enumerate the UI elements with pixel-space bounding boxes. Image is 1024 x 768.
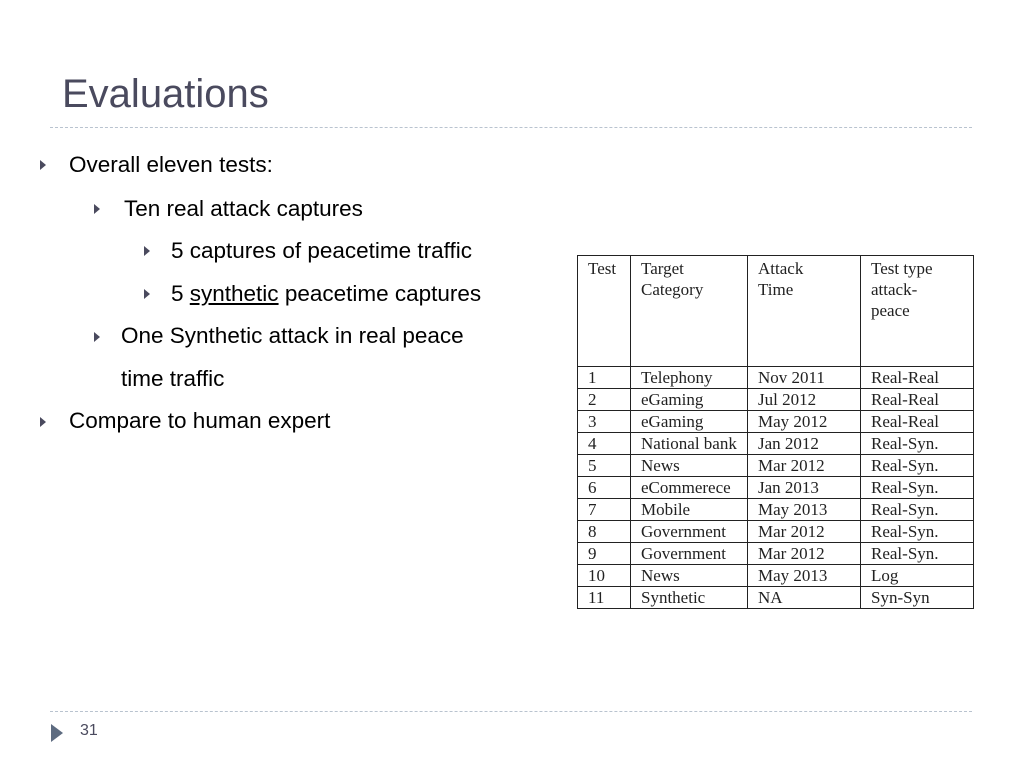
footer-arrow-icon <box>51 724 63 742</box>
tests-table <box>577 255 974 609</box>
bullet-item: Overall eleven tests: <box>69 152 273 177</box>
table-row <box>578 565 974 587</box>
table-cell: Real-Syn. <box>861 455 974 477</box>
bullet-arrow-icon <box>40 160 46 170</box>
table-cell: Mar 2012 <box>748 521 861 543</box>
bullet-item: One Synthetic attack in real peace <box>121 323 464 348</box>
footer-divider <box>50 711 972 712</box>
header-line: attack- <box>871 280 918 299</box>
bullet-arrow-icon <box>94 204 100 214</box>
table-cell: eGaming <box>631 411 748 433</box>
table-cell: Jan 2012 <box>748 433 861 455</box>
table-cell: Real-Syn. <box>861 477 974 499</box>
table-cell: 5 <box>578 455 631 477</box>
table-cell: 8 <box>578 521 631 543</box>
table-cell: Syn-Syn <box>861 587 974 609</box>
table-cell: May 2013 <box>748 565 861 587</box>
table-header-cell <box>748 256 861 367</box>
table-cell: Jul 2012 <box>748 389 861 411</box>
table-cell: 11 <box>578 587 631 609</box>
table-cell: 4 <box>578 433 631 455</box>
table-cell: May 2013 <box>748 499 861 521</box>
table-cell: News <box>631 455 748 477</box>
table-row <box>578 455 974 477</box>
table-row <box>578 543 974 565</box>
table-cell: Mar 2012 <box>748 455 861 477</box>
table-cell: Real-Syn. <box>861 433 974 455</box>
table-cell: 2 <box>578 389 631 411</box>
page-number: 31 <box>80 722 98 739</box>
table-row <box>578 521 974 543</box>
table-cell: eCommerece <box>631 477 748 499</box>
bullet-item: Ten real attack captures <box>124 196 363 221</box>
table-cell: 6 <box>578 477 631 499</box>
table-cell: 1 <box>578 367 631 389</box>
table-row <box>578 411 974 433</box>
table-header-row <box>578 256 974 367</box>
table-cell: Government <box>631 543 748 565</box>
table-row <box>578 477 974 499</box>
bullet-item-continuation: time traffic <box>121 366 225 391</box>
header-line: Attack <box>758 259 804 278</box>
header-line: Time <box>758 280 794 299</box>
table-cell: Real-Syn. <box>861 521 974 543</box>
bullet-item: 5 captures of peacetime traffic <box>171 238 472 263</box>
table-header-cell <box>578 256 631 367</box>
table-header-cell <box>861 256 974 367</box>
table-cell: Synthetic <box>631 587 748 609</box>
bullet-text-post: peacetime captures <box>278 281 482 306</box>
table-cell: Real-Syn. <box>861 499 974 521</box>
bullet-arrow-icon <box>144 246 150 256</box>
table-cell: National bank <box>631 433 748 455</box>
table-cell: News <box>631 565 748 587</box>
table-row <box>578 587 974 609</box>
table-cell: May 2012 <box>748 411 861 433</box>
table-cell: Real-Real <box>861 389 974 411</box>
table-header-cell <box>631 256 748 367</box>
table-row <box>578 367 974 389</box>
table-cell: Jan 2013 <box>748 477 861 499</box>
table-row <box>578 433 974 455</box>
header-line: Target <box>641 259 684 278</box>
bullet-arrow-icon <box>40 417 46 427</box>
slide-title: Evaluations <box>62 72 269 116</box>
table-row <box>578 499 974 521</box>
table-cell: Real-Real <box>861 411 974 433</box>
table-cell: 10 <box>578 565 631 587</box>
table-cell: Nov 2011 <box>748 367 861 389</box>
table-cell: 9 <box>578 543 631 565</box>
table-cell: Log <box>861 565 974 587</box>
title-divider <box>50 127 972 128</box>
bullet-item: Compare to human expert <box>69 408 331 433</box>
table-cell: eGaming <box>631 389 748 411</box>
header-line: peace <box>871 301 910 320</box>
table-cell: Telephony <box>631 367 748 389</box>
table-cell: Mobile <box>631 499 748 521</box>
table-cell: Government <box>631 521 748 543</box>
bullet-item <box>171 281 481 307</box>
table-cell: Real-Real <box>861 367 974 389</box>
header-line: Category <box>641 280 704 299</box>
table-cell: Real-Syn. <box>861 543 974 565</box>
bullet-text-pre: 5 <box>171 281 190 306</box>
table-cell: NA <box>748 587 861 609</box>
table-cell: 3 <box>578 411 631 433</box>
table-cell: Mar 2012 <box>748 543 861 565</box>
table-row <box>578 389 974 411</box>
table-cell: 7 <box>578 499 631 521</box>
header-line: Test <box>588 259 617 278</box>
header-line: Test type <box>871 259 933 278</box>
underlined-word: synthetic <box>189 281 279 306</box>
bullet-arrow-icon <box>144 289 150 299</box>
bullet-arrow-icon <box>94 332 100 342</box>
